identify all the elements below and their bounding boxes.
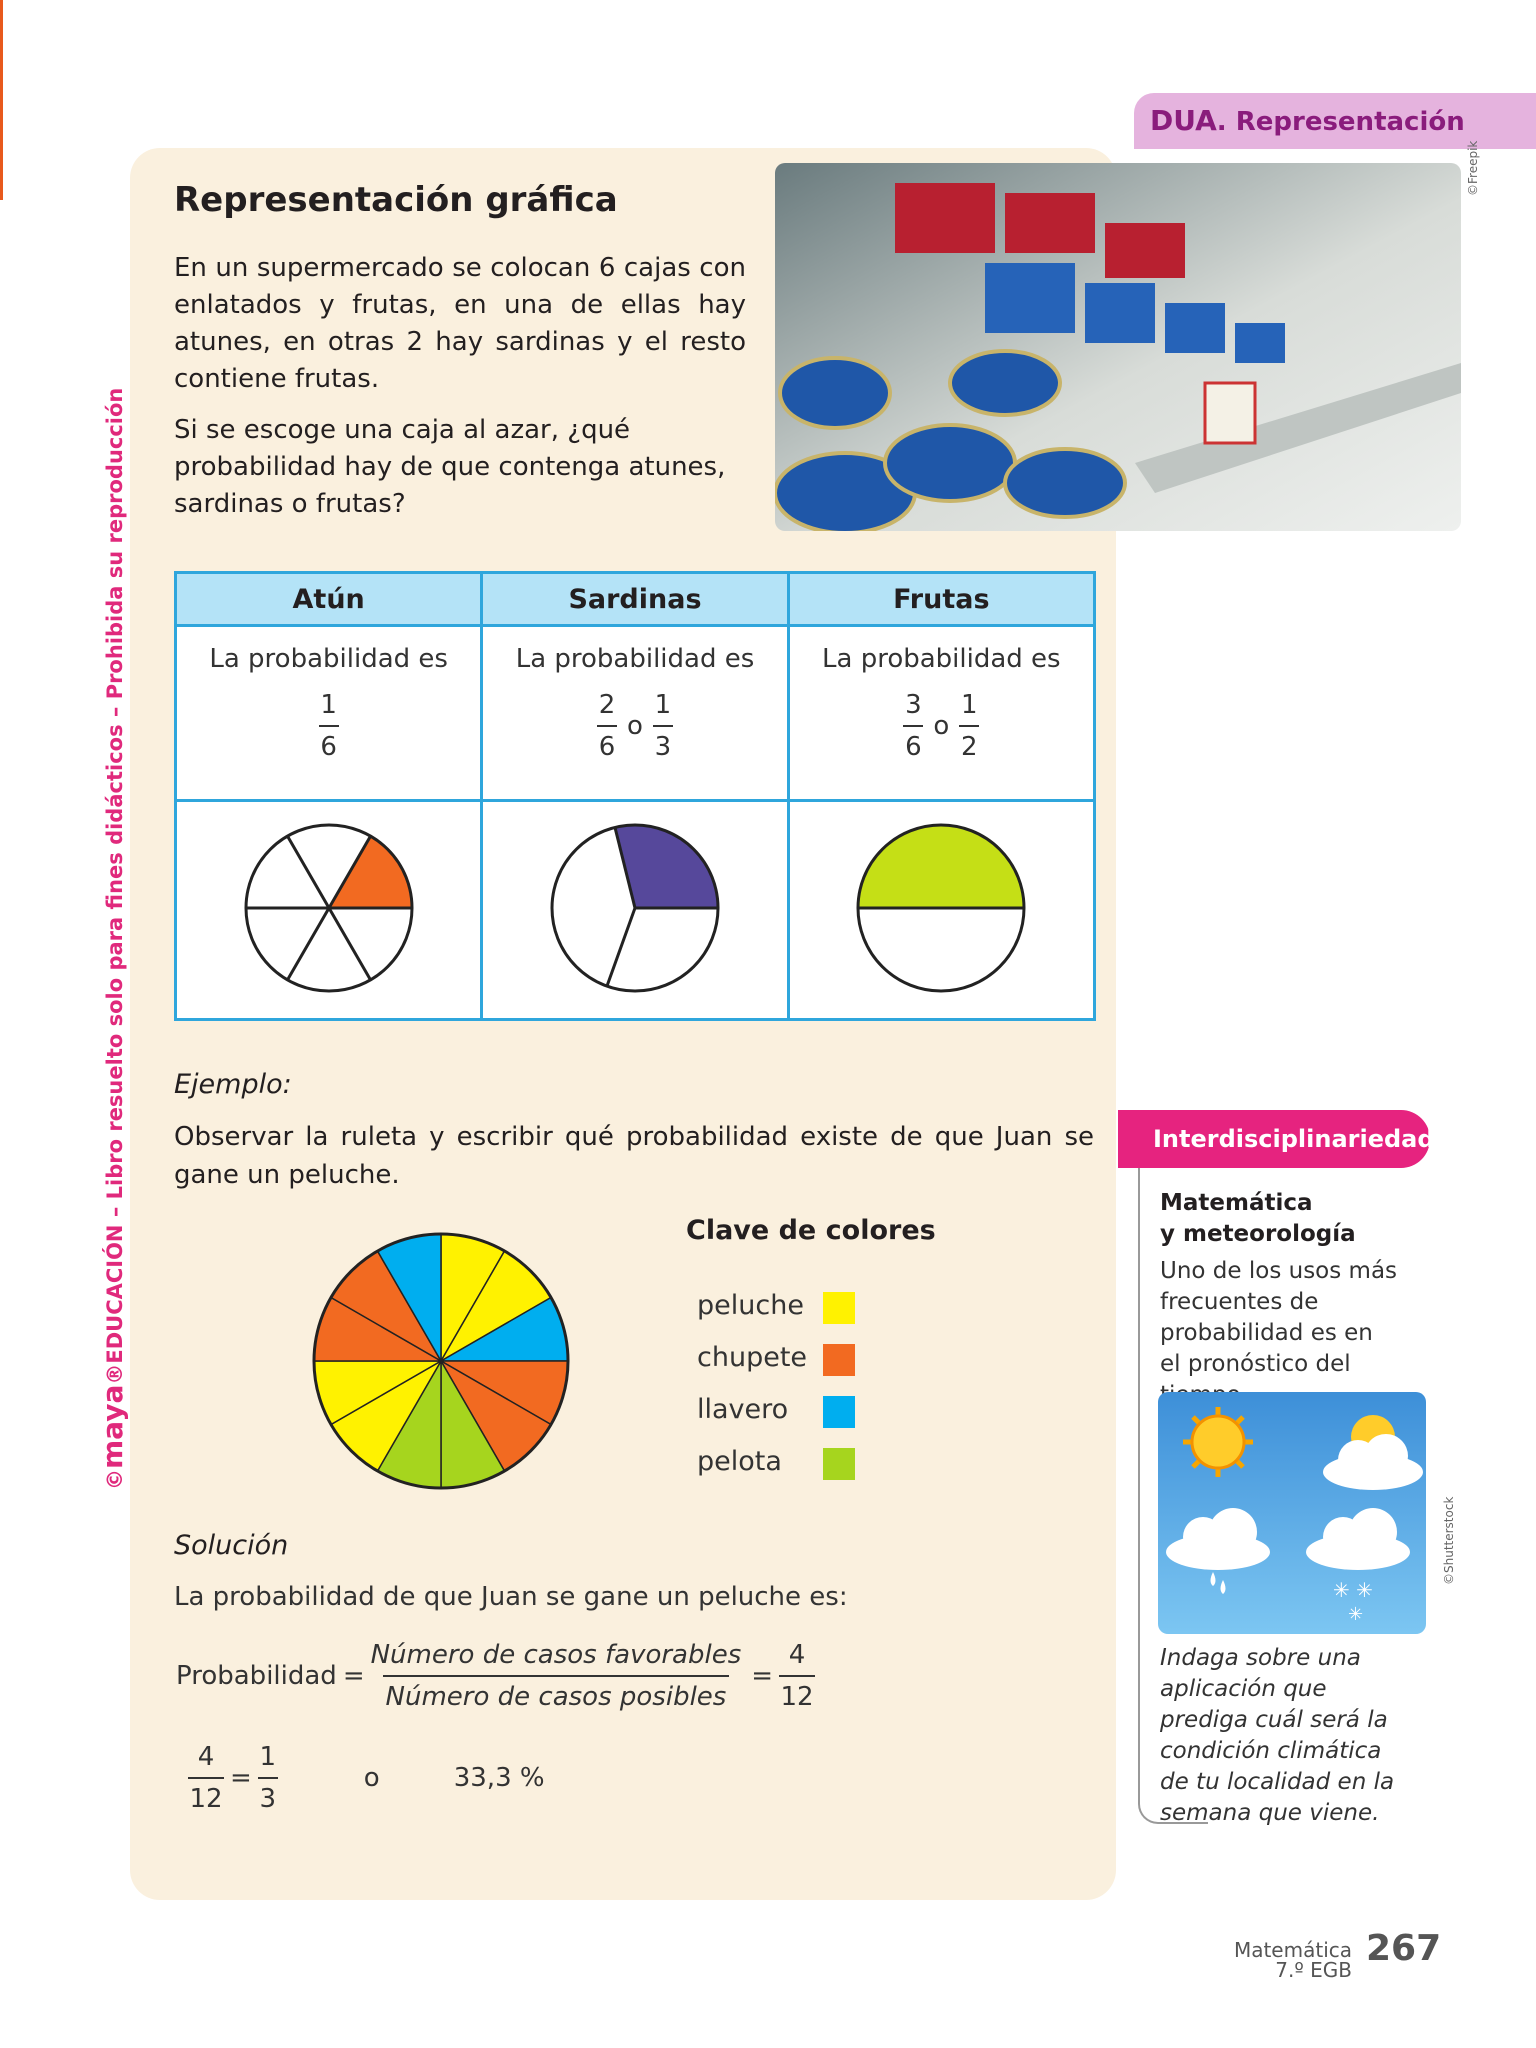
header-atun: Atún xyxy=(176,573,482,626)
probability-formula: Probabilidad = $\frac{\text{Número de casos favorables}}{\text{Número de casos posibles}}$ = $\frac{4}{12}$ xyxy=(176,1640,814,1712)
frutas-pie-cell xyxy=(788,801,1094,1020)
swatch-chupete xyxy=(823,1344,855,1376)
atun-pie-cell xyxy=(176,801,482,1020)
percent-value: 33,3 % xyxy=(453,1763,545,1793)
question-paragraph: Si se escoge una caja al azar, ¿qué probabilidad hay de que contenga atunes, sardinas o frutas? xyxy=(174,415,726,519)
fraction: $\frac{1}{3}$ xyxy=(259,1742,277,1814)
fraction: $\frac{1}{6}$ xyxy=(320,690,337,762)
header-frutas: Frutas xyxy=(788,573,1094,626)
example-text: Observar la ruleta y escribir qué probabilidad existe de que Juan se gane un peluche. xyxy=(174,1122,1094,1190)
atun-probability-cell: La probabilidad es $\frac{1}{6}$ xyxy=(176,626,482,801)
swatch-llavero xyxy=(823,1396,855,1428)
weather-illustration xyxy=(1158,1392,1426,1634)
svg-text:✳: ✳ xyxy=(1348,1604,1364,1625)
sun-icon xyxy=(1183,1407,1253,1477)
key-label-chupete: chupete xyxy=(697,1342,808,1373)
sardinas-pie-chart xyxy=(545,818,725,998)
sidebar-task: Indaga sobre una aplicación que prediga cuál será la condición climática de tu localidad en la semana que viene. xyxy=(1160,1645,1395,1826)
frutas-slice xyxy=(858,825,1024,908)
fraction: $\frac{1}{3}$ xyxy=(654,690,672,762)
maya-logo: maya xyxy=(96,1384,129,1469)
example-label: Ejemplo: xyxy=(174,1069,292,1100)
interdisciplinary-label: Interdisciplinariedad xyxy=(1153,1125,1435,1153)
frutas-pie-chart xyxy=(851,818,1031,998)
intro-paragraph: En un supermercado se colocan 6 cajas con enlatados y frutas, en una de ellas hay atunes, en otras 2 hay sardinas y el resto contiene frutas. xyxy=(174,253,746,394)
weather-credit: ©Shutterstock xyxy=(1442,1496,1456,1585)
photo-credit: ©Freepik xyxy=(1466,140,1480,196)
dua-label: DUA. Representación xyxy=(1150,104,1465,137)
simplified-result: $\frac{4}{12}$ = $\frac{1}{3}$ o 33,3 % xyxy=(189,1742,545,1814)
probability-table xyxy=(174,571,1096,1021)
fraction: $\frac{3}{6}$ xyxy=(905,690,922,762)
sidebar-title: Matemática y meteorología xyxy=(1160,1190,1356,1247)
sardinas-pie-cell xyxy=(482,801,788,1020)
fraction: $\frac{4}{12}$ xyxy=(780,1640,814,1712)
supermarket-photo xyxy=(775,163,1461,531)
swatch-pelota xyxy=(823,1448,855,1480)
sidebar-text: Uno de los usos más frecuentes de probabilidad es en el pronóstico del xyxy=(1160,1258,1398,1377)
color-key-title: Clave de colores xyxy=(686,1215,936,1246)
fraction: $\frac{4}{12}$ xyxy=(189,1742,223,1814)
fraction: $\frac{2}{6}$ xyxy=(598,690,616,762)
copyright-vertical-text: ©maya®EDUCACIÓN – Libro resuelto solo para fines didácticos – Prohibida su reproducción xyxy=(96,387,129,1490)
sardinas-probability-cell: La probabilidad es $\frac{2}{6}$ o $\frac{1}{3}$ xyxy=(482,626,788,801)
atun-slice xyxy=(329,836,412,908)
fraction: $\frac{1}{2}$ xyxy=(961,690,978,762)
swatch-peluche xyxy=(823,1292,855,1324)
solution-label: Solución xyxy=(174,1530,289,1561)
page-number: 267 xyxy=(1366,1928,1442,1969)
key-label-peluche: peluche xyxy=(697,1290,804,1321)
atun-pie-chart xyxy=(239,818,419,998)
key-label-llavero: llavero xyxy=(697,1394,789,1425)
roulette-wheel xyxy=(310,1230,572,1492)
svg-text:✳ ✳: ✳ ✳ xyxy=(1333,1578,1373,1602)
key-label-pelota: pelota xyxy=(697,1446,782,1477)
fraction: $\frac{\text{Número de casos favorables}}{\text{Número de casos posibles}}$ xyxy=(370,1640,742,1712)
solution-text: La probabilidad de que Juan se gane un peluche es: xyxy=(174,1582,848,1612)
footer-subject: Matemática 7.º EGB xyxy=(1233,1938,1352,1982)
header-sardinas: Sardinas xyxy=(482,573,788,626)
page-edge-strip xyxy=(0,0,3,200)
section-heading: Representación gráfica xyxy=(174,180,618,220)
frutas-probability-cell: La probabilidad es $\frac{3}{6}$ o $\frac{1}{2}$ xyxy=(788,626,1094,801)
